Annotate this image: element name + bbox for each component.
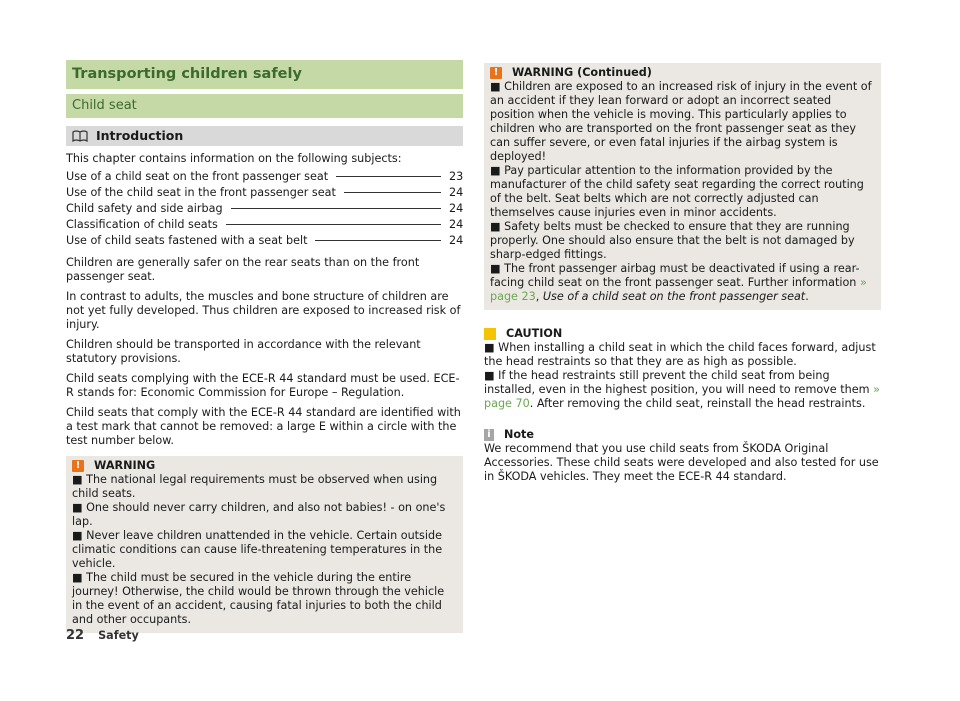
subject-page: 24 bbox=[449, 202, 464, 215]
right-column bbox=[484, 60, 881, 484]
subject-item[interactable] bbox=[66, 170, 463, 186]
note-icon: i bbox=[484, 429, 494, 441]
body-paragraph: In contrast to adults, the muscles and bone structure of children are not yet fully developed. Thus children are exposed to increased risk of injury. bbox=[66, 290, 461, 331]
subject-label: Use of the child seat in the front passenger seat bbox=[66, 186, 336, 199]
page-number: 22 bbox=[66, 628, 85, 643]
body-paragraph: Children should be transported in accordance with the relevant statutory provisions. bbox=[66, 338, 421, 365]
page-70-link[interactable]: » page 70 bbox=[484, 383, 880, 410]
warning-icon: ! bbox=[490, 67, 502, 79]
section-title: Child seat bbox=[66, 94, 463, 118]
cross-reference-title: Use of a child seat on the front passenger seat bbox=[542, 290, 806, 303]
subject-item[interactable] bbox=[66, 202, 463, 218]
caution-item-text: ■ If the head restraints still prevent the child seat from being installed, even in the highest position, you will need to remove them bbox=[484, 369, 874, 396]
subject-page: 24 bbox=[449, 186, 464, 199]
caution-item: ■ When installing a child seat in which the child faces forward, adjust the head restraints so that they are as high as possible. bbox=[484, 341, 876, 368]
body-paragraph: Child seats that comply with the ECE-R 44 standard are identified with a test mark that cannot be removed: a large E within a circle with the test number below. bbox=[66, 406, 461, 447]
subject-page: 23 bbox=[449, 170, 464, 183]
intro-heading-bar bbox=[66, 126, 463, 146]
subject-label: Use of a child seat on the front passenger seat bbox=[66, 170, 329, 183]
warning-continued-box bbox=[484, 63, 881, 310]
subject-page: 24 bbox=[449, 218, 464, 231]
leader-line bbox=[231, 208, 441, 209]
subject-label: Use of child seats fastened with a seat belt bbox=[66, 234, 308, 247]
subject-list bbox=[66, 170, 463, 250]
warning-item: ■ The national legal requirements must be observed when using child seats. bbox=[72, 473, 438, 500]
subject-label: Classification of child seats bbox=[66, 218, 218, 231]
warning-item: ■ Safety belts must be checked to ensure that they are running properly. One should also ensure that the belt is not damaged by sharp-edged fittings. bbox=[490, 220, 855, 261]
warning-item: ■ Pay particular attention to the information provided by the manufacturer of the child safety seat regarding the correct routing of the belt. Seat belts which are not correctly adjusted can themselves cause injuries even in minor accidents. bbox=[490, 164, 864, 219]
leader-line bbox=[315, 240, 441, 241]
warning-item: ■ The child must be secured in the vehicle during the entire journey! Otherwise, the child would be thrown through the vehicle in the event of an accident, causing fatal injuries to both the child and other occupants. bbox=[72, 571, 445, 626]
warning-icon: ! bbox=[72, 460, 84, 472]
separator: , bbox=[535, 290, 543, 303]
subject-item[interactable] bbox=[66, 218, 463, 234]
footer-section: Safety bbox=[98, 629, 139, 642]
caution-header bbox=[484, 326, 881, 341]
left-column bbox=[66, 60, 463, 633]
caution-item bbox=[484, 369, 881, 411]
warning-item: ■ Never leave children unattended in the vehicle. Certain outside climatic conditions can cause life-threatening temperatures in the vehicle. bbox=[72, 529, 443, 570]
warning-continued-header bbox=[490, 65, 875, 80]
warning-item-text: ■ The front passenger airbag must be deactivated if using a rear-facing child seat on the front passenger seat. Further information bbox=[490, 262, 860, 289]
body-paragraph: Child seats complying with the ECE-R 44 standard must be used. ECE-R stands for: Economic Commission for Europe – Regulation. bbox=[66, 372, 460, 399]
page-footer bbox=[66, 629, 139, 643]
note-text: We recommend that you use child seats from ŠKODA Original Accessories. These child seats were developed and also tested for use in ŠKODA vehicles. They meet the ECE-R 44 standard. bbox=[484, 442, 879, 483]
chapter-title: Transporting children safely bbox=[66, 60, 463, 89]
leader-line bbox=[336, 176, 441, 177]
caution-heading: CAUTION bbox=[506, 326, 563, 340]
warning-header bbox=[72, 458, 457, 473]
note-section bbox=[484, 427, 881, 484]
leader-line bbox=[226, 224, 441, 225]
caution-item-end: . After removing the child seat, reinstall the head restraints. bbox=[529, 397, 866, 410]
warning-continued-heading: WARNING (Continued) bbox=[512, 65, 652, 79]
warning-heading: WARNING bbox=[94, 458, 156, 472]
intro-text: This chapter contains information on the following subjects: bbox=[66, 152, 402, 165]
subject-item[interactable] bbox=[66, 234, 463, 250]
warning-box bbox=[66, 456, 463, 633]
subject-page: 24 bbox=[449, 234, 464, 247]
note-heading: Note bbox=[504, 427, 534, 441]
warning-item: ■ One should never carry children, and also not babies! - on one's lap. bbox=[72, 501, 446, 528]
intro-heading: Introduction bbox=[96, 128, 184, 143]
caution-section bbox=[484, 326, 881, 411]
sentence-end: . bbox=[805, 290, 809, 303]
subject-label: Child safety and side airbag bbox=[66, 202, 223, 215]
caution-icon bbox=[484, 328, 496, 340]
book-icon bbox=[72, 130, 88, 142]
note-header bbox=[484, 427, 881, 442]
page-23-link[interactable]: » page 23 bbox=[490, 276, 867, 303]
leader-line bbox=[344, 192, 441, 193]
body-paragraph: Children are generally safer on the rear seats than on the front passenger seat. bbox=[66, 256, 420, 283]
warning-item bbox=[490, 262, 875, 304]
subject-item[interactable] bbox=[66, 186, 463, 202]
warning-item: ■ Children are exposed to an increased risk of injury in the event of an accident if they lean forward or adopt an incorrect seated position when the vehicle is moving. This particularly applies to children who are transported on the front passenger seat as they can suffer severe, or even fatal injuries if the airbag system is deployed! bbox=[490, 80, 872, 163]
